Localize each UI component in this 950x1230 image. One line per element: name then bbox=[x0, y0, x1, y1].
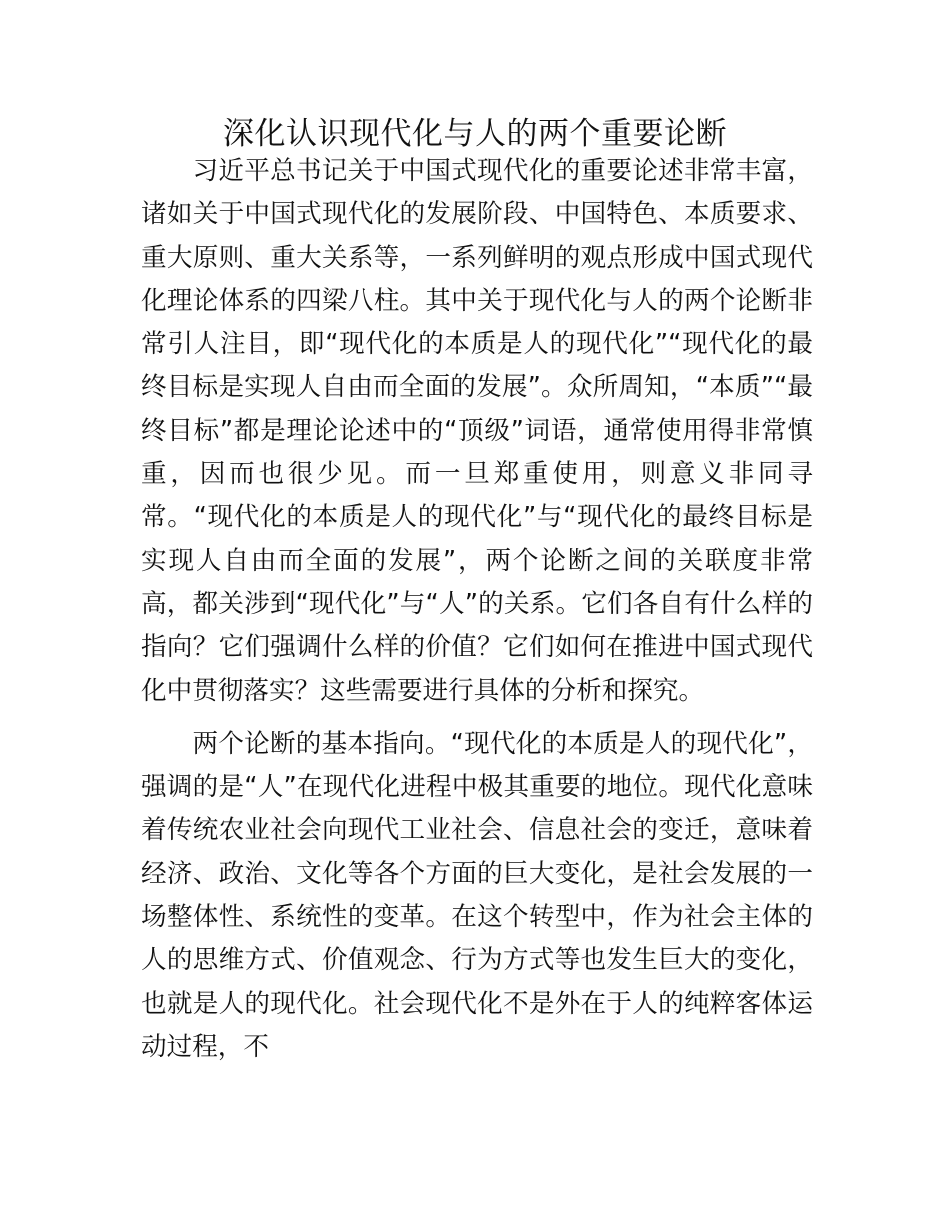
document-body bbox=[141, 150, 813, 1069]
document-title: 深化认识现代化与人的两个重要论断 bbox=[223, 116, 727, 152]
paragraph-intro: 习近平总书记关于中国式现代化的重要论述非常丰富，诸如关于中国式现代化的发展阶段、中国特色、本质要求、重大原则、重大关系等，一系列鲜明的观点形成中国式现代化理论体系的四梁八柱。其中关于现代化与人的两个论断非常引人注目，即“现代化的本质是人的现代化”“现代化的最终目标是实现人自由而全面的发展”。众所周知，“本质”“最终目标”都是理论论述中的“顶级”词语，通常使用得非常慎重，因而也很少见。而一旦郑重使用，则意义非同寻常。“现代化的本质是人的现代化”与“现代化的最终目标是实现人自由而全面的发展”，两个论断之间的关联度非常高，都关涉到“现代化”与“人”的关系。它们各自有什么样的指向？它们强调什么样的价值？它们如何在推进中国式现代化中贯彻落实？这些需要进行具体的分析和探究。 bbox=[141, 156, 813, 706]
paragraph-basic-orientation: 两个论断的基本指向。“现代化的本质是人的现代化”，强调的是“人”在现代化进程中极其重要的地位。现代化意味着传统农业社会向现代工业社会、信息社会的变迁，意味着经济、政治、文化等各个方面的巨大变化，是社会发展的一场整体性、系统性的变革。在这个转型中，作为社会主体的人的思维方式、价值观念、行为方式等也发生巨大的变化，也就是人的现代化。社会现代化不是外在于人的纯粹客体运动过程，不 bbox=[141, 728, 813, 1062]
